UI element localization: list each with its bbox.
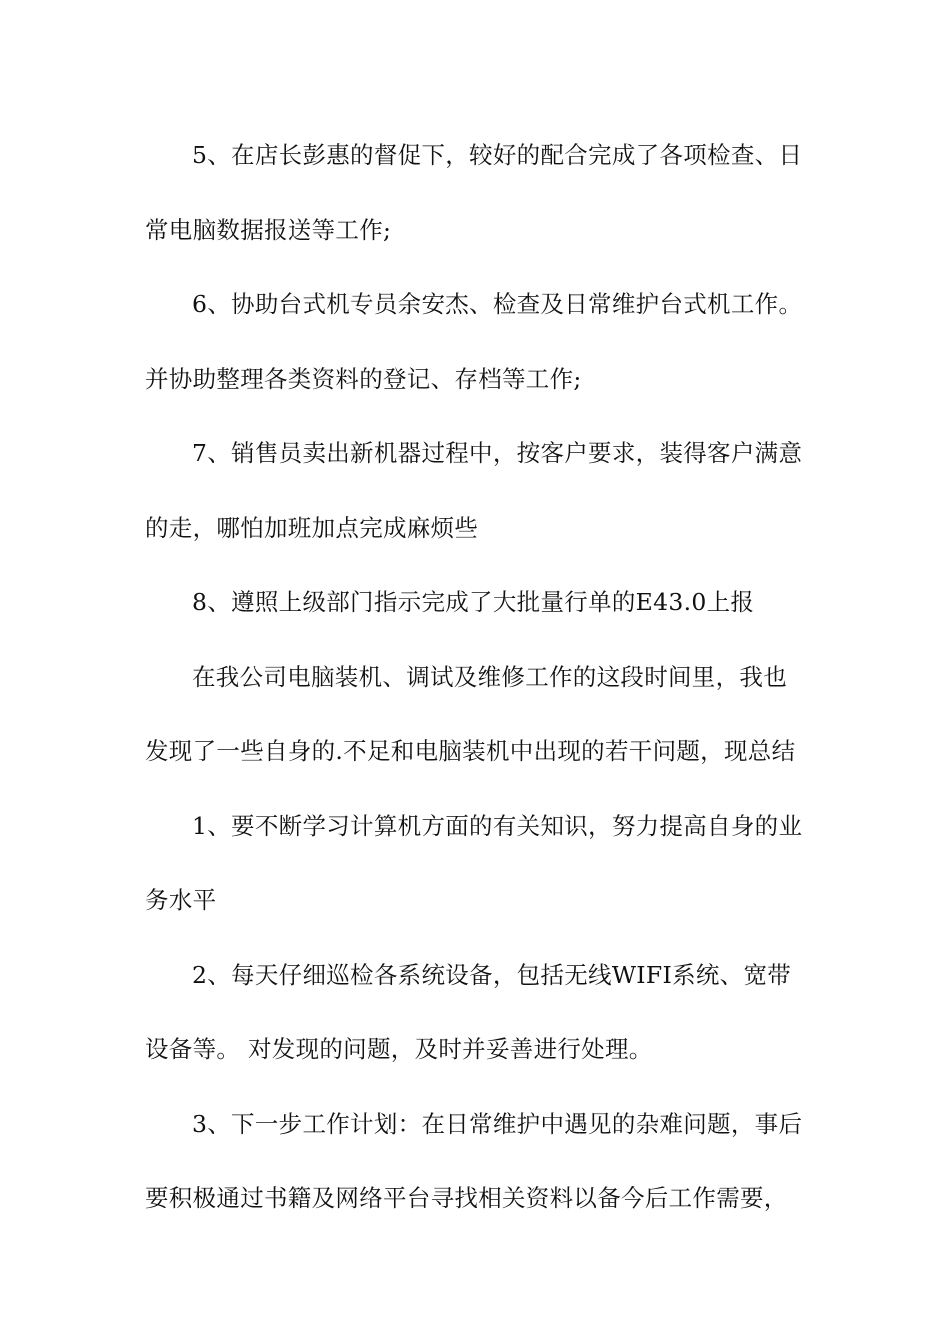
paragraph-line: 1、要不断学习计算机方面的有关知识，努力提高自身的业 xyxy=(192,811,803,840)
paragraph-line: 要积极通过书籍及网络平台寻找相关资料以备今后工作需要， xyxy=(145,1184,788,1212)
paragraph-line: 5、在店长彭惠的督促下，较好的配合完成了各项检查、日 xyxy=(192,141,803,169)
paragraph-line: 的走，哪怕加班加点完成麻烦些 xyxy=(145,513,479,542)
paragraph-line: 7、销售员卖出新机器过程中，按客户要求，装得客户满意 xyxy=(192,439,803,467)
paragraph-line: 在我公司电脑装机、调试及维修工作的这段时间里，我也 xyxy=(192,662,787,691)
paragraph-item-8 xyxy=(145,565,810,640)
paragraph-line: 务水平 xyxy=(145,886,217,914)
paragraph-line: 设备等。 对发现的问题，及时并妥善进行处理。 xyxy=(145,1035,653,1063)
paragraph-summary-2 xyxy=(145,938,810,1087)
paragraph-item-5 xyxy=(145,118,810,267)
paragraph-item-6 xyxy=(145,267,810,416)
document-body xyxy=(145,118,810,1236)
paragraph-line: 发现了一些自身的.不足和电脑装机中出现的若干问题，现总结 xyxy=(145,737,796,765)
paragraph-summary-3 xyxy=(145,1087,810,1236)
paragraph-line: 6、协助台式机专员余安杰、检查及日常维护台式机工作。 xyxy=(192,290,803,318)
paragraph-line: 8、遵照上级部门指示完成了大批量行单的E43.0上报 xyxy=(192,588,755,616)
paragraph-line: 3、下一步工作计划：在日常维护中遇见的杂难问题，事后 xyxy=(192,1109,803,1138)
paragraph-item-7 xyxy=(145,416,810,565)
paragraph-line: 并协助整理各类资料的登记、存档等工作; xyxy=(145,364,582,393)
paragraph-summary-1 xyxy=(145,789,810,938)
paragraph-line: 2、每天仔细巡检各系统设备，包括无线WIFI系统、宽带 xyxy=(192,960,792,989)
paragraph-line: 常电脑数据报送等工作; xyxy=(145,215,392,244)
paragraph-summary-intro xyxy=(145,640,810,789)
